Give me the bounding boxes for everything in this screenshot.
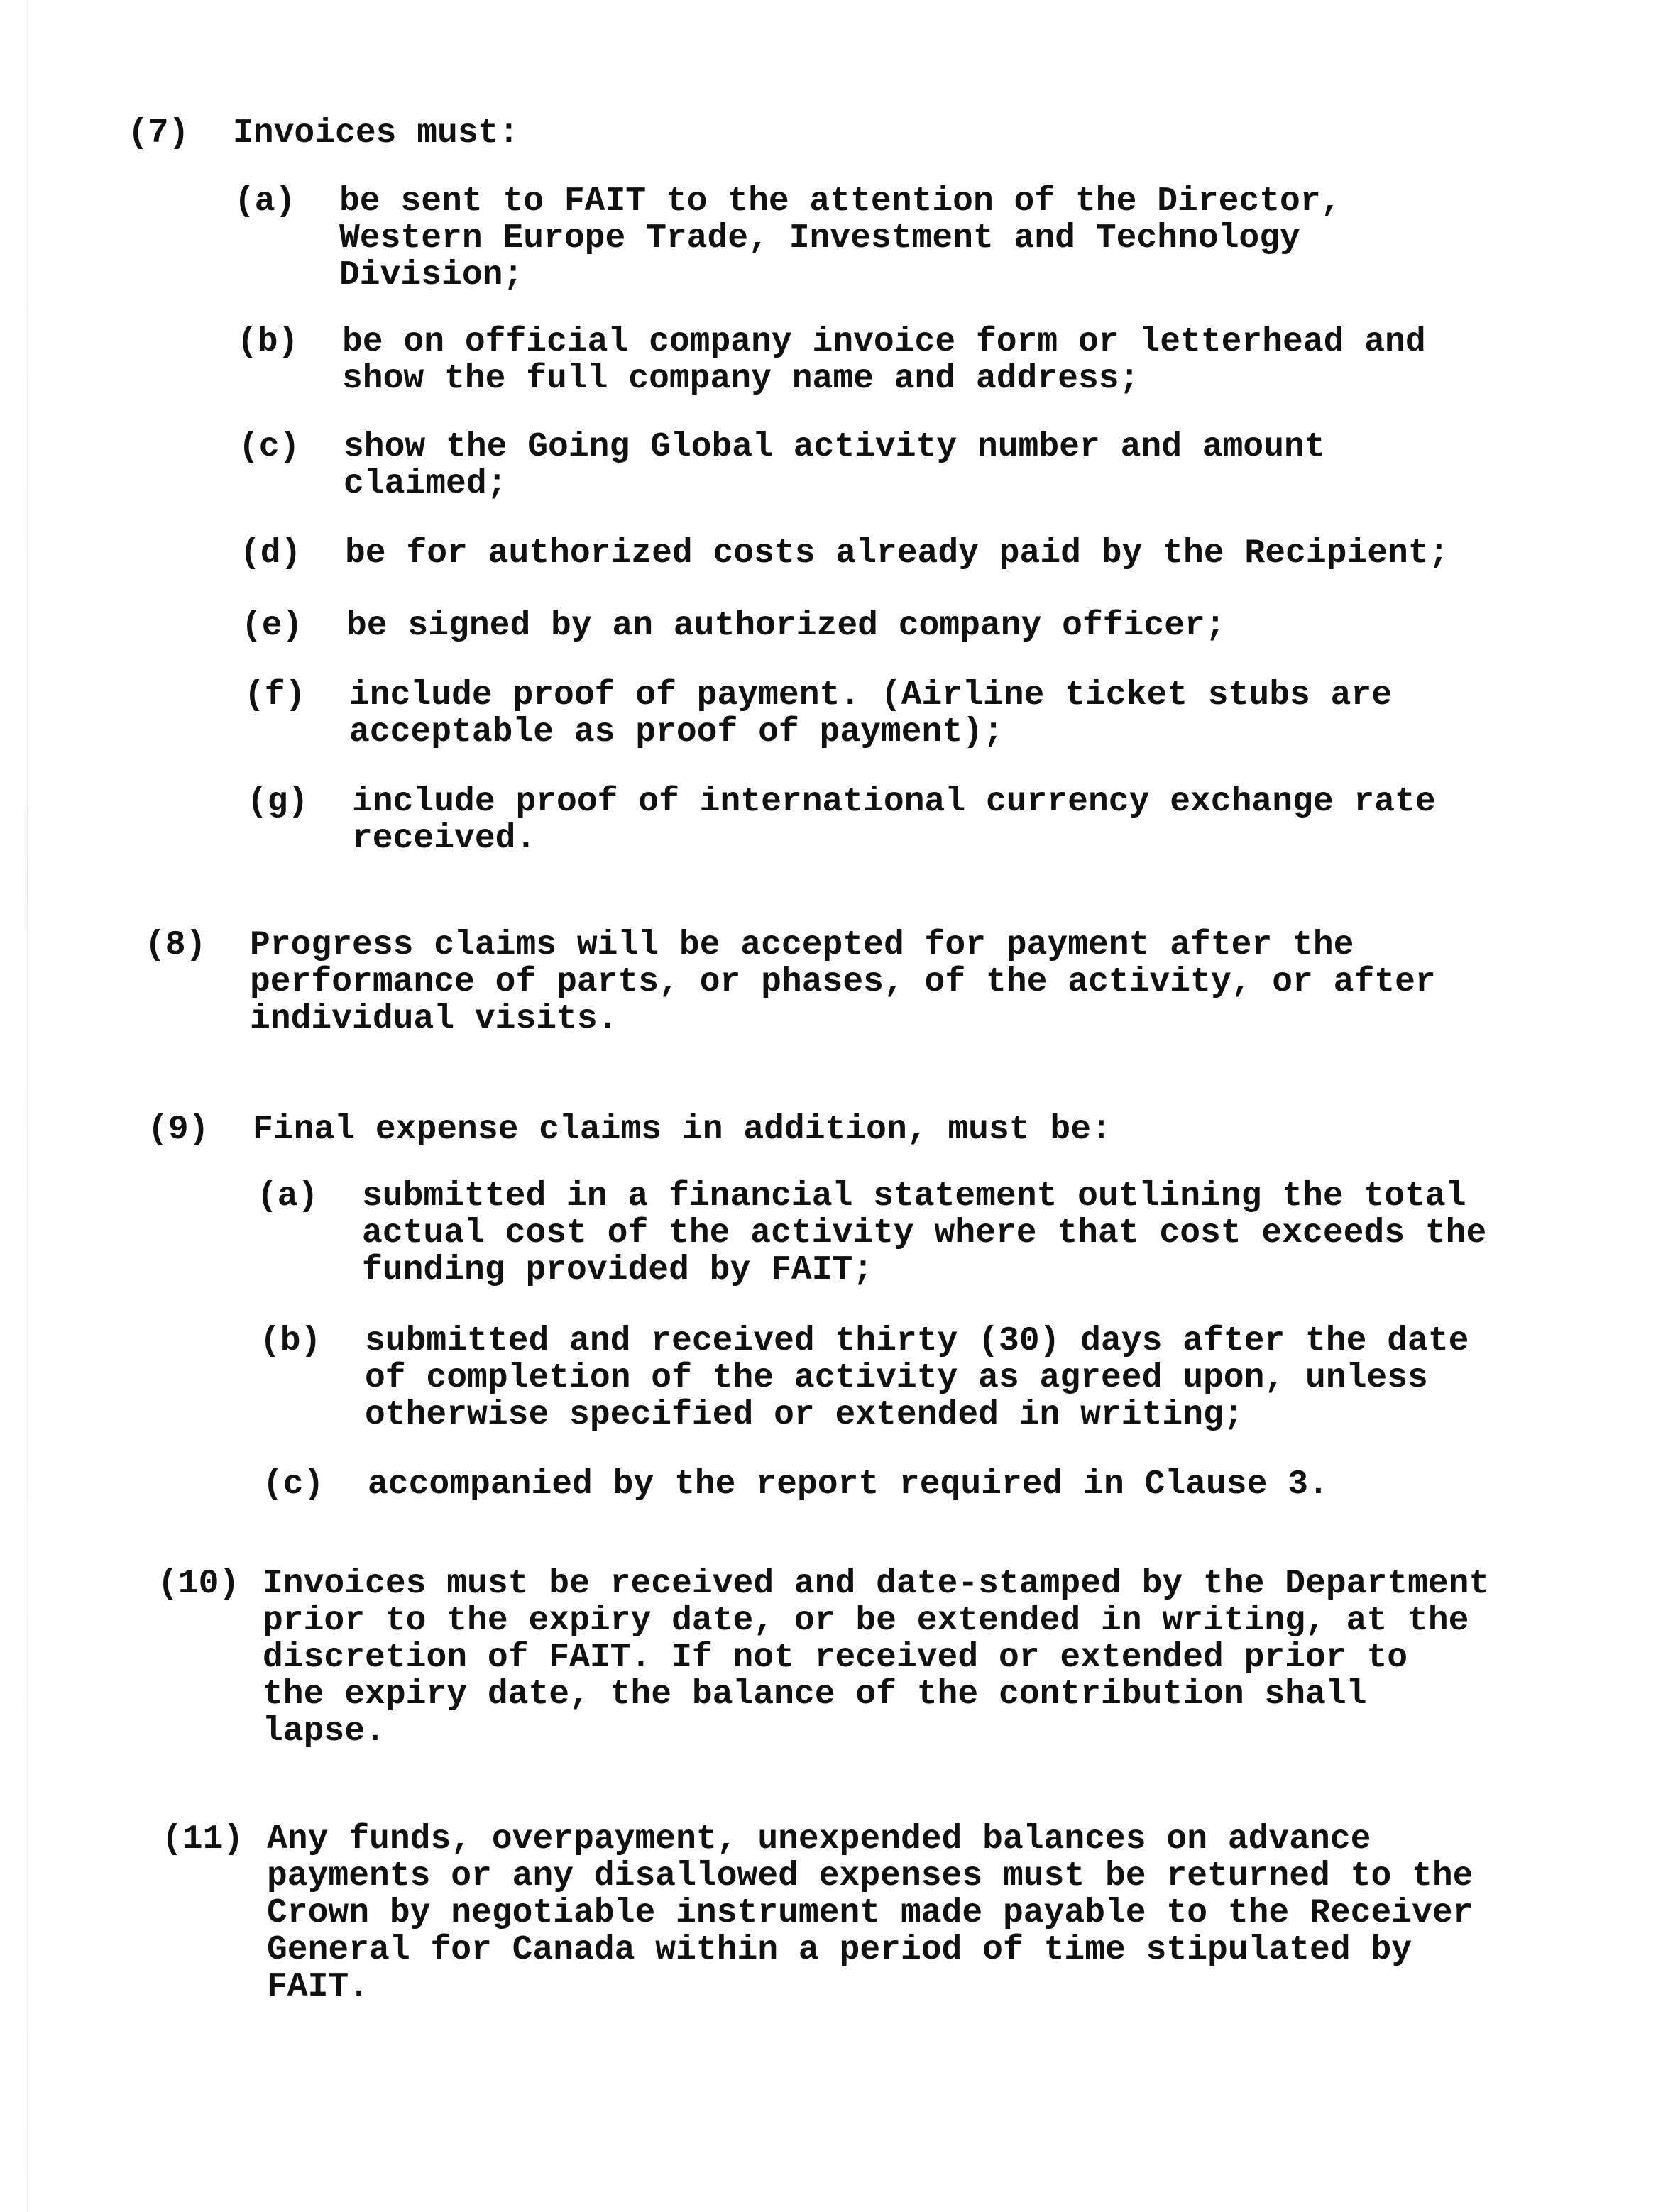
clause-8-number: (8) <box>145 926 207 964</box>
item-text: include proof of international currency exchange rate received. <box>352 783 1436 858</box>
clause-10-text: Invoices must be received and date-stamped by the Department prior to the expiry date, or be extended in writing, at the discretion of FAIT. If not received or extended prior to the expiry date, the balance of the contribution shall lapse. <box>263 1565 1490 1751</box>
item-label: (d) <box>240 534 302 573</box>
item-label: (b) <box>237 323 299 361</box>
clause-9-number: (9) <box>148 1111 209 1149</box>
item-text: submitted in a financial statement outlining the total actual cost of the activity where that cost exceeds the funding provided by FAIT; <box>362 1177 1487 1289</box>
clause-8-text: Progress claims will be accepted for payment after the performance of parts, or phases, of the activity, or after individual visits. <box>250 926 1436 1038</box>
clause-7-number: (7) <box>128 114 190 153</box>
item-label: (g) <box>247 783 309 821</box>
clause-11-text: Any funds, overpayment, unexpended balances on advance payments or any disallowed expenses must be returned to the Crown by negotiable instrument made payable to the Receiver General for Canada within a period of time stipulated by FAIT. <box>267 1820 1474 2006</box>
clause-7-text: Invoices must: <box>233 114 520 153</box>
item-text: be sent to FAIT to the attention of the Director, Western Europe Trade, Investment and Technology Division; <box>339 182 1341 295</box>
item-label: (f) <box>244 676 306 715</box>
item-text: be for authorized costs already paid by the Recipient; <box>345 534 1449 573</box>
item-label: (a) <box>234 182 296 221</box>
item-text: be signed by an authorized company officer; <box>346 607 1226 645</box>
scan-edge <box>27 0 28 2212</box>
item-text: show the Going Global activity number and amount claimed; <box>344 428 1325 503</box>
clause-7 <box>128 115 1547 158</box>
item-text: accompanied by the report required in Clause 3. <box>368 1465 1329 1504</box>
item-label: (e) <box>241 607 303 645</box>
clause-10-number: (10) <box>158 1565 240 1603</box>
item-label: (a) <box>257 1177 319 1216</box>
item-label: (c) <box>263 1465 324 1504</box>
item-text: be on official company invoice form or letterhead and show the full company name and address; <box>342 323 1426 398</box>
item-label: (c) <box>238 428 300 466</box>
clause-9-text: Final expense claims in addition, must be: <box>253 1111 1112 1149</box>
item-label: (b) <box>260 1322 322 1360</box>
item-text: include proof of payment. (Airline ticket stubs are acceptable as proof of payment); <box>349 676 1393 752</box>
clause-11-number: (11) <box>162 1820 244 1859</box>
item-text: submitted and received thirty (30) days after the date of completion of the activity as agreed upon, unless otherwise specified or extended in writing; <box>365 1322 1469 1434</box>
